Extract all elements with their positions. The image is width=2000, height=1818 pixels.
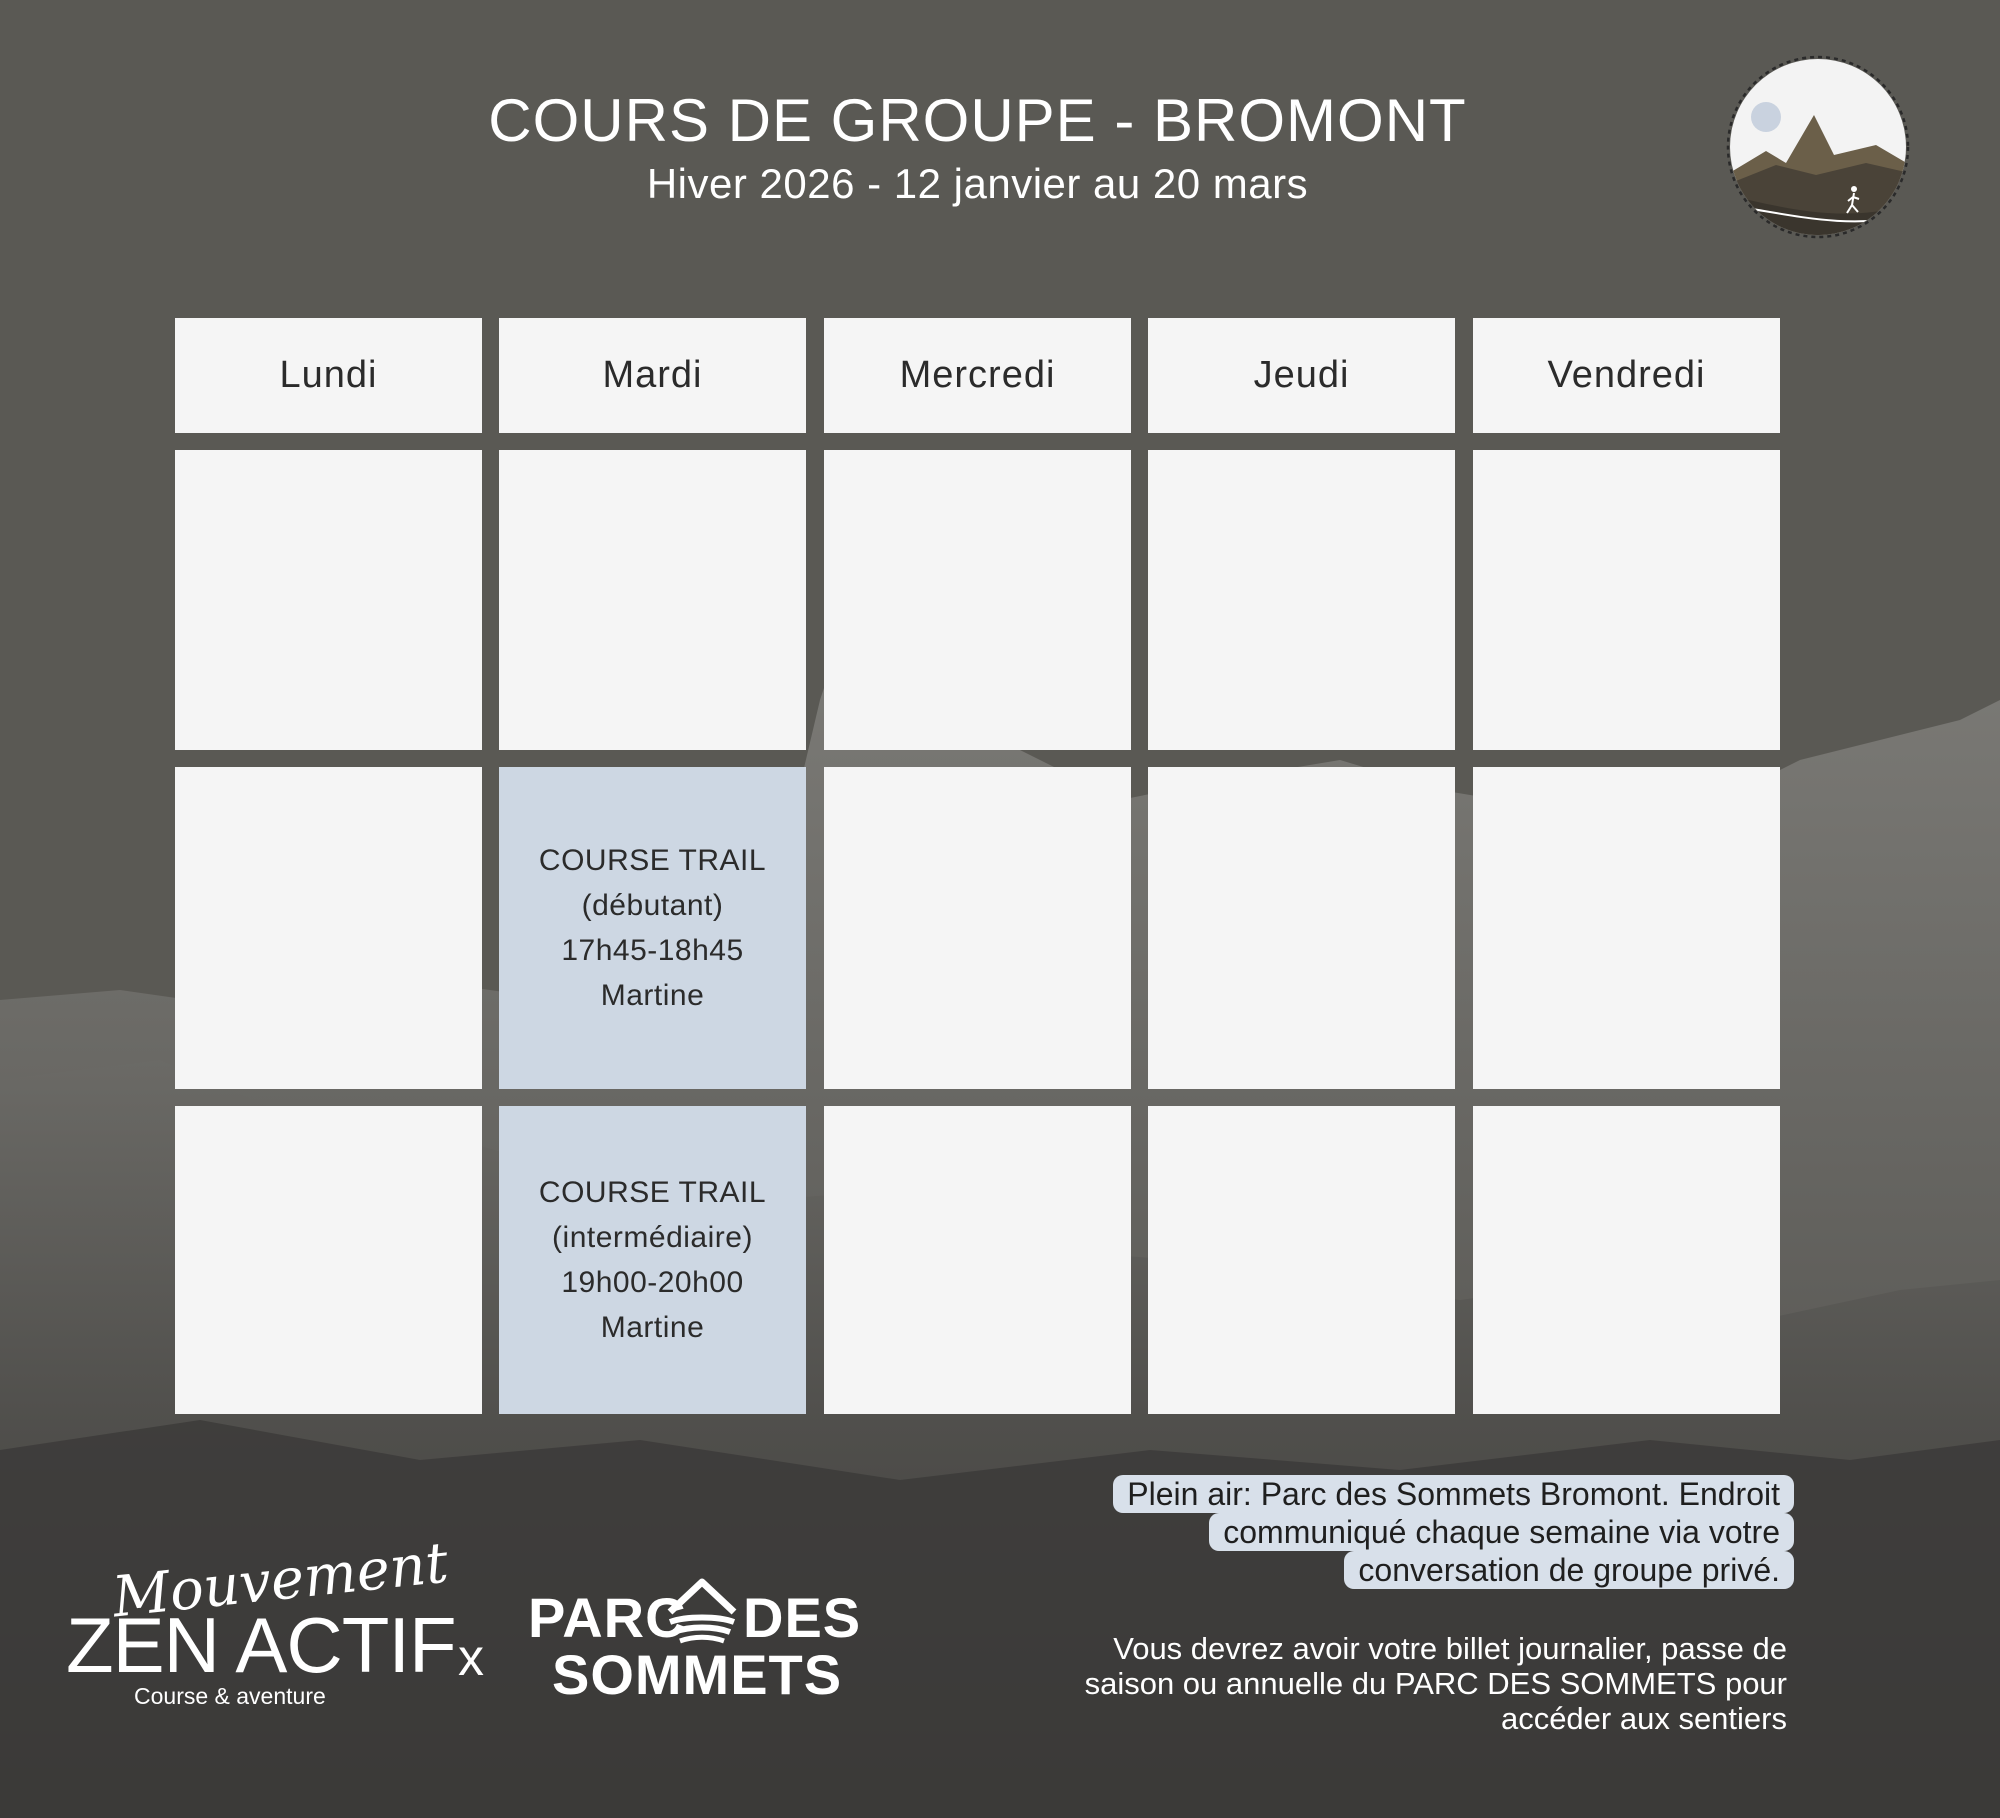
class-level: (intermédiaire) xyxy=(552,1221,753,1254)
brand-separator: x xyxy=(458,1629,484,1687)
slot-empty xyxy=(175,767,482,1089)
access-note-line: accéder aux sentiers xyxy=(1500,1701,1787,1736)
class-name: COURSE TRAIL xyxy=(538,1176,767,1209)
slot-empty xyxy=(1473,1106,1780,1414)
class-instructor: Martine xyxy=(600,1311,705,1344)
class-level: (débutant) xyxy=(581,889,724,922)
slot-empty xyxy=(824,450,1131,750)
location-note-line: conversation de groupe privé. xyxy=(1344,1551,1794,1589)
day-header-vendredi: Vendredi xyxy=(1473,318,1780,433)
location-note-line: Plein air: Parc des Sommets Bromont. Endroit xyxy=(1113,1475,1794,1513)
slot-empty xyxy=(1148,1106,1455,1414)
slot-empty xyxy=(824,1106,1131,1414)
class-slot-trail-debutant[interactable] xyxy=(499,767,806,1089)
slot-empty xyxy=(175,450,482,750)
partner-dome-icon xyxy=(666,1578,738,1644)
slot-empty xyxy=(1148,450,1455,750)
day-header-lundi: Lundi xyxy=(175,318,482,433)
class-slot-trail-intermediaire[interactable] xyxy=(499,1106,806,1414)
location-note-line: communiqué chaque semaine via votre xyxy=(1209,1513,1794,1551)
partner-logo-parc: PARC xyxy=(528,1586,687,1649)
slot-empty xyxy=(1473,767,1780,1089)
mountain-runner-badge xyxy=(1726,55,1910,239)
page-subtitle: Hiver 2026 - 12 janvier au 20 mars xyxy=(646,160,1309,207)
slot-empty xyxy=(1473,450,1780,750)
partner-logo-sommets: SOMMETS xyxy=(552,1643,843,1706)
class-time: 19h00-20h00 xyxy=(561,1266,744,1299)
class-name: COURSE TRAIL xyxy=(538,844,767,877)
access-note xyxy=(1085,1631,1787,1736)
page-title: COURS DE GROUPE - BROMONT xyxy=(488,87,1467,154)
day-header-mercredi: Mercredi xyxy=(824,318,1131,433)
location-note xyxy=(1113,1475,1794,1589)
access-note-line: saison ou annuelle du PARC DES SOMMETS pour xyxy=(1084,1666,1787,1701)
class-time: 17h45-18h45 xyxy=(561,934,744,967)
slot-empty xyxy=(1148,767,1455,1089)
class-instructor: Martine xyxy=(600,979,705,1012)
access-note-line: Vous devrez avoir votre billet journalier, passe de xyxy=(1113,1631,1787,1666)
partner-logo-des: DES xyxy=(743,1586,862,1649)
slot-empty xyxy=(499,450,806,750)
brand-name-logo: ZEN ACTIF xyxy=(66,1601,456,1689)
brand-tagline: Course & aventure xyxy=(134,1683,326,1709)
day-header-jeudi: Jeudi xyxy=(1148,318,1455,433)
brand-script-logo: Mouvement xyxy=(109,1530,452,1631)
slot-empty xyxy=(175,1106,482,1414)
slot-empty xyxy=(824,767,1131,1089)
day-header-mardi: Mardi xyxy=(499,318,806,433)
